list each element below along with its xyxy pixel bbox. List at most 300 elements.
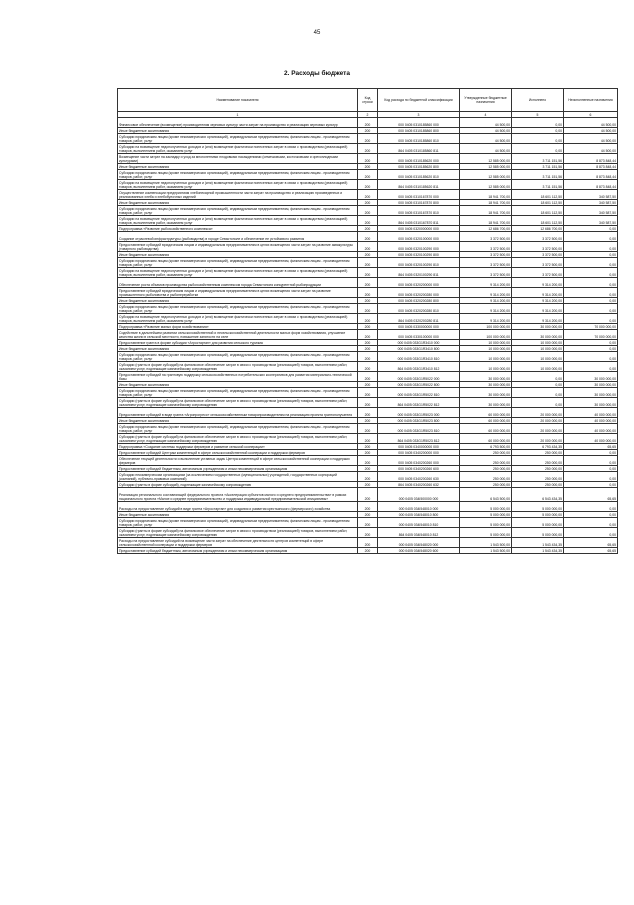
- row-unexecuted: 0,00: [564, 278, 618, 288]
- table-row: [118, 268, 618, 278]
- table-row: [118, 388, 618, 398]
- row-approved: 12 585 000,00: [460, 170, 512, 180]
- row-budget-code: 000 0405 0340200260 000: [378, 456, 460, 466]
- row-unexecuted: 30 000 000,00: [564, 372, 618, 382]
- row-unexecuted: 70 000 000,00: [564, 324, 618, 330]
- row-approved: 100 000 000,00: [460, 324, 512, 330]
- row-budget-code: 864 0405 0310185860 811: [378, 144, 460, 154]
- row-unexecuted: 0,00: [564, 466, 618, 472]
- row-line-code: 200: [358, 232, 378, 242]
- row-line-code: 200: [358, 144, 378, 154]
- row-approved: 3 372 500,00: [460, 252, 512, 258]
- table-row: [118, 226, 618, 232]
- row-budget-code: 000 0405 0310185860 000: [378, 118, 460, 128]
- row-budget-code: 000 0405 0320200280 810: [378, 304, 460, 314]
- row-budget-code: 000 0405 0330100000 000: [378, 330, 460, 340]
- row-unexecuted: 0,00: [564, 304, 618, 314]
- row-name: Субсидии на возмещение недополученных доходов и (или) возмещение фактически понесенных затрат в связи с производством (реализацией) товаров, выполнением работ, оказанием услуг: [118, 180, 358, 190]
- row-name: Субсидии (гранты в форме субсидий) на финансовое обеспечение затрат в связи с производством (реализацией) товаров, выполнением работ, оказанием услуг, подлежащие казначейскому сопровождению: [118, 528, 358, 538]
- row-unexecuted: 0,00: [564, 456, 618, 466]
- row-executed: 20 000 000,00: [512, 418, 564, 424]
- row-line-code: 200: [358, 216, 378, 226]
- row-executed: 3 372 500,00: [512, 242, 564, 252]
- budget-expenses-table: [117, 88, 618, 554]
- row-approved: 18 941 700,00: [460, 206, 512, 216]
- row-executed: 250 000,00: [512, 466, 564, 472]
- table-row: [118, 444, 618, 450]
- row-budget-code: 864 0405 0340200260 632: [378, 482, 460, 488]
- table-row: [118, 456, 618, 466]
- row-unexecuted: 0,00: [564, 268, 618, 278]
- table-row: [118, 288, 618, 298]
- table-row: [118, 144, 618, 154]
- row-unexecuted: 0,00: [564, 472, 618, 482]
- row-executed: 10 000 000,00: [512, 346, 564, 352]
- row-approved: 30 000 000,00: [460, 388, 512, 398]
- row-executed: 30 000 000,00: [512, 324, 564, 330]
- row-budget-code: 000 0405 0320100290 800: [378, 252, 460, 258]
- row-executed: 5 000 000,00: [512, 518, 564, 528]
- row-line-code: 200: [358, 118, 378, 128]
- row-unexecuted: 0,00: [564, 352, 618, 362]
- row-approved: 30 000 000,00: [460, 372, 512, 382]
- row-unexecuted: 0,00: [564, 518, 618, 528]
- row-name: Субсидии юридическим лицам (кроме некоммерческих организаций), индивидуальным предпринимателям, физическим лицам - производителям товаров, работ, услуг: [118, 352, 358, 362]
- row-executed: 10 000 000,00: [512, 352, 564, 362]
- row-line-code: 200: [358, 408, 378, 418]
- row-executed: 3 372 500,00: [512, 232, 564, 242]
- row-line-code: 200: [358, 190, 378, 200]
- row-line-code: 200: [358, 288, 378, 298]
- row-executed: 30 000 000,00: [512, 330, 564, 340]
- row-unexecuted: 0,00: [564, 482, 618, 488]
- row-line-code: 200: [358, 472, 378, 482]
- row-unexecuted: 30 000 000,00: [564, 382, 618, 388]
- row-executed: 0,00: [512, 382, 564, 388]
- row-executed: 0,00: [512, 134, 564, 144]
- row-executed: 18 601 112,50: [512, 200, 564, 206]
- row-approved: 60 000 000,00: [460, 434, 512, 444]
- row-name: Иные бюджетные ассигнования: [118, 418, 358, 424]
- row-budget-code: 000 0405 034I548010 000: [378, 502, 460, 512]
- row-budget-code: 000 0405 0340200260 600: [378, 466, 460, 472]
- row-unexecuted: 30 000 000,00: [564, 398, 618, 408]
- row-executed: 3 711 151,56: [512, 164, 564, 170]
- row-unexecuted: 340 587,50: [564, 190, 618, 200]
- row-budget-code: 864 0405 033G1R5022 812: [378, 398, 460, 408]
- table-row: [118, 154, 618, 164]
- table-row: [118, 206, 618, 216]
- row-executed: 0,00: [512, 398, 564, 408]
- row-executed: 18 601 112,50: [512, 206, 564, 216]
- table-row: [118, 398, 618, 408]
- row-executed: 9 314 200,00: [512, 314, 564, 324]
- row-line-code: 200: [358, 268, 378, 278]
- row-unexecuted: 44 500,00: [564, 144, 618, 154]
- row-executed: 9 314 200,00: [512, 304, 564, 314]
- row-name: Субсидии юридическим лицам (кроме некоммерческих организаций), индивидуальным предпринимателям, физическим лицам - производителям товаров, работ, услуг: [118, 304, 358, 314]
- row-executed: 0,00: [512, 388, 564, 398]
- row-budget-code: 000 0405 0320200280 000: [378, 288, 460, 298]
- row-name: Иные бюджетные ассигнования: [118, 164, 358, 170]
- row-budget-code: 000 0405 033G1R5022 000: [378, 372, 460, 382]
- row-line-code: 200: [358, 298, 378, 304]
- row-name: Субсидии юридическим лицам (кроме некоммерческих организаций), индивидуальным предпринимателям, физическим лицам - производителям товаров, работ, услуг: [118, 134, 358, 144]
- row-name: Субсидии юридическим лицам (кроме некоммерческих организаций), индивидуальным предпринимателям, физическим лицам - производителям товаров, работ, услуг: [118, 388, 358, 398]
- row-name: Иные бюджетные ассигнования: [118, 298, 358, 304]
- row-unexecuted: 65,65: [564, 488, 618, 502]
- row-line-code: 200: [358, 252, 378, 258]
- row-budget-code: 000 0405 034I548010 810: [378, 518, 460, 528]
- row-budget-code: 000 0405 033G1R5022 810: [378, 388, 460, 398]
- row-budget-code: 000 0405 033G1R3410 000: [378, 340, 460, 346]
- row-approved: 10 000 000,00: [460, 346, 512, 352]
- row-executed: 250 000,00: [512, 450, 564, 456]
- row-unexecuted: 40 000 000,00: [564, 434, 618, 444]
- row-executed: 20 000 000,00: [512, 424, 564, 434]
- row-name: Предоставление субсидий бюджетным, автономным учреждениям и иным некоммерческим организациям: [118, 548, 358, 554]
- row-name: Подпрограмма «Развитие малых форм хозяйствования»: [118, 324, 358, 330]
- table-row: [118, 324, 618, 330]
- row-budget-code: 864 0405 033G1R3410 812: [378, 362, 460, 372]
- row-line-code: 200: [358, 134, 378, 144]
- row-name: Субсидии юридическим лицам (кроме некоммерческих организаций), индивидуальным предпринимателям, физическим лицам - производителям товаров, работ, услуг: [118, 518, 358, 528]
- row-budget-code: 864 0405 0320100290 811: [378, 268, 460, 278]
- row-budget-code: 864 0405 0310185620 811: [378, 180, 460, 190]
- row-budget-code: 000 0405 0320200000 000: [378, 278, 460, 288]
- row-unexecuted: 0,00: [564, 450, 618, 456]
- row-approved: 250 000,00: [460, 466, 512, 472]
- row-executed: 20 000 000,00: [512, 434, 564, 444]
- row-line-code: 200: [358, 528, 378, 538]
- row-line-code: 200: [358, 424, 378, 434]
- row-approved: 44 500,00: [460, 144, 512, 154]
- row-executed: 3 711 151,56: [512, 180, 564, 190]
- table-row: [118, 340, 618, 346]
- row-budget-code: 864 0405 034I548010 812: [378, 528, 460, 538]
- row-budget-code: 000 0405 0320000000 000: [378, 226, 460, 232]
- row-approved: 250 000,00: [460, 450, 512, 456]
- row-unexecuted: 70 000 000,00: [564, 330, 618, 340]
- row-unexecuted: 30 000 000,00: [564, 388, 618, 398]
- table-row: [118, 118, 618, 128]
- row-name: Обеспечение текущей деятельности и выполнение уставных задач Центра компетенций в сфере сельскохозяйственной кооперации и поддержки фермеров: [118, 456, 358, 466]
- row-line-code: 200: [358, 340, 378, 346]
- row-approved: 44 500,00: [460, 128, 512, 134]
- row-name: Субсидии на возмещение недополученных доходов и (или) возмещение фактически понесенных затрат в связи с производством (реализацией) товаров, выполнением работ, оказанием услуг: [118, 216, 358, 226]
- row-approved: 1 543 500,00: [460, 538, 512, 548]
- row-name: Субсидии юридическим лицам (кроме некоммерческих организаций), индивидуальным предпринимателям, физическим лицам - производителям товаров, работ, услуг: [118, 170, 358, 180]
- row-budget-code: 000 0405 0320200280 800: [378, 298, 460, 304]
- row-name: Предоставление субсидий бюджетным, автономным учреждениям и иным некоммерческим организациям: [118, 466, 358, 472]
- row-approved: 44 500,00: [460, 134, 512, 144]
- row-approved: 12 585 000,00: [460, 180, 512, 190]
- row-unexecuted: 0,00: [564, 346, 618, 352]
- row-line-code: 200: [358, 352, 378, 362]
- row-line-code: 200: [358, 502, 378, 512]
- row-executed: 20 000 000,00: [512, 408, 564, 418]
- row-budget-code: 000 0405 033G1R5023 000: [378, 408, 460, 418]
- row-line-code: 200: [358, 548, 378, 554]
- row-unexecuted: 44 500,00: [564, 134, 618, 144]
- row-line-code: 200: [358, 362, 378, 372]
- column-number: 6: [564, 112, 618, 118]
- row-name: Субсидии юридическим лицам (кроме некоммерческих организаций), индивидуальным предпринимателям, физическим лицам - производителям товаров, работ, услуг: [118, 258, 358, 268]
- row-executed: 18 601 112,50: [512, 190, 564, 200]
- row-unexecuted: 340 587,50: [564, 216, 618, 226]
- row-approved: 44 500,00: [460, 118, 512, 128]
- table-row: [118, 180, 618, 190]
- row-line-code: 200: [358, 456, 378, 466]
- row-approved: 9 314 200,00: [460, 314, 512, 324]
- row-executed: 0,00: [512, 128, 564, 134]
- row-name: Осуществление компенсации предприятиям хлебопекарной промышленности части затрат на производство и реализацию произведенных и реализованных хлеба и хлебобулочных изделий: [118, 190, 358, 200]
- row-line-code: 200: [358, 206, 378, 216]
- row-approved: 12 585 000,00: [460, 154, 512, 164]
- row-executed: 250 000,00: [512, 482, 564, 488]
- row-name: Иные бюджетные ассигнования: [118, 252, 358, 258]
- row-name: Создание отраслевой инфраструктуры (рыбоводства) в городе Севастополе и обеспечение ее устойчивого развития: [118, 232, 358, 242]
- row-approved: 6 793 500,00: [460, 444, 512, 450]
- row-unexecuted: 65,65: [564, 538, 618, 548]
- row-name: Субсидии на возмещение недополученных доходов и (или) возмещение фактически понесенных затрат в связи с производством (реализацией) товаров, выполнением работ, оказанием услуг: [118, 268, 358, 278]
- row-executed: 3 711 151,56: [512, 170, 564, 180]
- row-name: Субсидии юридическим лицам (кроме некоммерческих организаций), индивидуальным предпринимателям, физическим лицам - производителям товаров, работ, услуг: [118, 206, 358, 216]
- row-unexecuted: 0,00: [564, 252, 618, 258]
- row-approved: 9 314 200,00: [460, 304, 512, 314]
- row-line-code: 200: [358, 200, 378, 206]
- row-line-code: 200: [358, 128, 378, 134]
- row-approved: 250 000,00: [460, 472, 512, 482]
- row-unexecuted: 0,00: [564, 528, 618, 538]
- row-approved: 9 314 200,00: [460, 298, 512, 304]
- row-budget-code: 000 0405 0320100290 810: [378, 258, 460, 268]
- row-approved: 100 000 000,00: [460, 330, 512, 340]
- row-approved: 60 000 000,00: [460, 408, 512, 418]
- table-row: [118, 502, 618, 512]
- row-approved: 12 686 700,00: [460, 226, 512, 232]
- row-name: Предоставление субсидий на грантовую поддержку сельскохозяйственных потребительских кооперативов для развития материально-технической базы: [118, 372, 358, 382]
- row-unexecuted: 0,00: [564, 258, 618, 268]
- table-row: [118, 472, 618, 482]
- row-name: Иные бюджетные ассигнования: [118, 382, 358, 388]
- row-unexecuted: 0,00: [564, 242, 618, 252]
- row-unexecuted: 40 000 000,00: [564, 408, 618, 418]
- row-approved: 10 000 000,00: [460, 362, 512, 372]
- row-line-code: 200: [358, 450, 378, 456]
- table-row: [118, 424, 618, 434]
- row-budget-code: 000 0405 033G1R3410 810: [378, 352, 460, 362]
- row-unexecuted: 40 000 000,00: [564, 424, 618, 434]
- row-name: Расходы на предоставление субсидий в виде гранта «Агростартап» для создания и развития крестьянского (фермерского) хозяйства: [118, 502, 358, 512]
- row-approved: 12 585 000,00: [460, 164, 512, 170]
- row-budget-code: 000 0405 0310185620 000: [378, 154, 460, 164]
- row-budget-code: 000 0405 033G1R5023 800: [378, 418, 460, 424]
- header-indicator-name: Наименование показателя: [118, 89, 358, 112]
- table-row: [118, 304, 618, 314]
- row-name: Возмещение части затрат на закладку и уход за многолетними плодовыми насаждениями (семечковыми, косточковыми и орехоплодными культурами): [118, 154, 358, 164]
- row-approved: 60 000 000,00: [460, 418, 512, 424]
- row-line-code: 200: [358, 170, 378, 180]
- row-line-code: 200: [358, 512, 378, 518]
- row-budget-code: 000 0405 0320100000 000: [378, 232, 460, 242]
- row-executed: 6 543 434,35: [512, 488, 564, 502]
- row-budget-code: 000 0405 0340000000 000: [378, 444, 460, 450]
- row-approved: 18 941 700,00: [460, 216, 512, 226]
- row-executed: 0,00: [512, 118, 564, 128]
- row-line-code: 200: [358, 324, 378, 330]
- row-name: Содействие в дальнейшем развитии сельскохозяйственной и несельскохозяйственной деятельности малых форм хозяйствования, улучшение качества жизни в сельской местности, повышение занятости на селе: [118, 330, 358, 340]
- row-budget-code: 864 0405 033G1R5023 812: [378, 434, 460, 444]
- row-unexecuted: 44 500,00: [564, 128, 618, 134]
- row-unexecuted: 0,00: [564, 314, 618, 324]
- row-line-code: 200: [358, 538, 378, 548]
- row-line-code: 200: [358, 372, 378, 382]
- row-approved: 18 941 700,00: [460, 190, 512, 200]
- row-approved: 250 000,00: [460, 482, 512, 488]
- row-unexecuted: 0,00: [564, 340, 618, 346]
- row-name: Субсидии (гранты в форме субсидий) на финансовое обеспечение затрат в связи с производством (реализацией) товаров, выполнением работ, оказанием услуг, подлежащие казначейскому сопровождению: [118, 362, 358, 372]
- row-line-code: 200: [358, 388, 378, 398]
- row-unexecuted: 0,00: [564, 298, 618, 304]
- row-executed: 10 000 000,00: [512, 340, 564, 346]
- row-budget-code: 864 0405 0310167870 811: [378, 216, 460, 226]
- row-executed: 12 686 700,00: [512, 226, 564, 232]
- row-approved: 10 000 000,00: [460, 340, 512, 346]
- row-unexecuted: 0,00: [564, 288, 618, 298]
- row-name: Субсидии юридическим лицам (кроме некоммерческих организаций), индивидуальным предпринимателям, физическим лицам - производителям товаров, работ, услуг: [118, 424, 358, 434]
- header-executed: Исполнено: [512, 89, 564, 112]
- row-approved: 3 372 500,00: [460, 242, 512, 252]
- row-unexecuted: 340 587,50: [564, 200, 618, 206]
- row-name: Предоставление гранта в форме субсидии «Агростартап» для развития сельского туризма: [118, 340, 358, 346]
- row-line-code: 200: [358, 164, 378, 170]
- row-approved: 60 000 000,00: [460, 424, 512, 434]
- row-executed: 5 000 000,00: [512, 528, 564, 538]
- column-number: 4: [460, 112, 512, 118]
- row-line-code: 200: [358, 154, 378, 164]
- table-row: [118, 232, 618, 242]
- column-number: 1: [118, 112, 358, 118]
- row-approved: 5 000 000,00: [460, 518, 512, 528]
- row-unexecuted: 8 873 848,44: [564, 154, 618, 164]
- row-line-code: 200: [358, 398, 378, 408]
- row-unexecuted: 65,65: [564, 444, 618, 450]
- row-budget-code: 000 0405 0310167870 800: [378, 200, 460, 206]
- row-unexecuted: 340 587,50: [564, 206, 618, 216]
- row-unexecuted: 0,00: [564, 512, 618, 518]
- row-budget-code: 000 0405 0340200000 000: [378, 450, 460, 456]
- row-budget-code: 000 0405 034I548020 000: [378, 538, 460, 548]
- row-executed: 250 000,00: [512, 456, 564, 466]
- row-line-code: 200: [358, 346, 378, 352]
- row-approved: 3 372 500,00: [460, 232, 512, 242]
- table-header-row: [118, 89, 618, 112]
- row-line-code: 200: [358, 330, 378, 340]
- row-line-code: 200: [358, 180, 378, 190]
- row-line-code: 200: [358, 242, 378, 252]
- table-row: [118, 352, 618, 362]
- table-row: [118, 528, 618, 538]
- row-unexecuted: 8 873 848,44: [564, 164, 618, 170]
- table-row: [118, 408, 618, 418]
- table-row: [118, 258, 618, 268]
- row-approved: 250 000,00: [460, 456, 512, 466]
- table-row: [118, 314, 618, 324]
- row-name: Расходы на предоставление субсидий на возмещение части затрат на обеспечение деятельности центров компетенций в сфере сельскохозяйственной кооперации и поддержки фермеров: [118, 538, 358, 548]
- row-unexecuted: 8 873 848,44: [564, 170, 618, 180]
- row-budget-code: 000 0405 033G1R3410 800: [378, 346, 460, 352]
- row-approved: 5 000 000,00: [460, 502, 512, 512]
- row-budget-code: 000 0405 034I548010 800: [378, 512, 460, 518]
- row-name: Субсидии некоммерческим организациям (за исключением государственных (муниципальных) учреждений, государственных корпораций (компаний), публично-правовых компаний): [118, 472, 358, 482]
- row-line-code: 200: [358, 258, 378, 268]
- row-budget-code: 000 0405 034I548020 600: [378, 548, 460, 554]
- row-name: Финансовое обеспечение (возмещение) производителям зерновых культур части затрат на производство и реализацию зерновых культур: [118, 118, 358, 128]
- row-name: Предоставление субсидий в виде гранта «Агропрогресс» сельскохозяйственным товаропроизводителям на реализацию проекта грантополучателя: [118, 408, 358, 418]
- header-line-code: Код строки: [358, 89, 378, 112]
- row-budget-code: 864 0405 0320200280 811: [378, 314, 460, 324]
- row-line-code: 200: [358, 466, 378, 472]
- header-unexecuted: Неисполненные назначения: [564, 89, 618, 112]
- row-name: Предоставление субсидий юридическим лицам и индивидуальным предпринимателям в целях возмещения части затрат на развитие аквакультуры (товарного рыбоводства): [118, 242, 358, 252]
- row-executed: 1 543 434,35: [512, 538, 564, 548]
- row-name: Субсидии (гранты в форме субсидий), подлежащие казначейскому сопровождению: [118, 482, 358, 488]
- row-executed: 3 711 151,56: [512, 154, 564, 164]
- row-line-code: 200: [358, 434, 378, 444]
- row-name: Иные бюджетные ассигнования: [118, 128, 358, 134]
- row-budget-code: 000 0405 0310185860 800: [378, 128, 460, 134]
- row-approved: 3 372 500,00: [460, 258, 512, 268]
- row-line-code: 200: [358, 226, 378, 232]
- row-executed: 250 000,00: [512, 472, 564, 482]
- row-unexecuted: 44 500,00: [564, 118, 618, 128]
- row-unexecuted: 0,00: [564, 226, 618, 232]
- row-line-code: 200: [358, 382, 378, 388]
- table-row: [118, 372, 618, 382]
- row-name: Обеспечение роста объемов производства рыбохозяйственным комплексом города Севастополя конкурентной рыбопродукции: [118, 278, 358, 288]
- header-budget-code: Код расхода по бюджетной классификации: [378, 89, 460, 112]
- row-executed: 3 372 500,00: [512, 268, 564, 278]
- row-approved: 30 000 000,00: [460, 398, 512, 408]
- row-executed: 10 000 000,00: [512, 362, 564, 372]
- row-name: Иные бюджетные ассигнования: [118, 346, 358, 352]
- row-executed: 3 372 500,00: [512, 258, 564, 268]
- table-row: [118, 330, 618, 340]
- row-executed: 18 601 112,50: [512, 216, 564, 226]
- row-unexecuted: 0,00: [564, 502, 618, 512]
- row-executed: 9 314 200,00: [512, 288, 564, 298]
- row-line-code: 200: [358, 444, 378, 450]
- row-budget-code: 000 0405 0340200260 630: [378, 472, 460, 482]
- row-approved: 5 000 000,00: [460, 512, 512, 518]
- table-row: [118, 278, 618, 288]
- row-executed: 5 000 000,00: [512, 502, 564, 512]
- row-approved: 10 000 000,00: [460, 352, 512, 362]
- row-budget-code: 000 0405 0310167870 000: [378, 190, 460, 200]
- section-title: 2. Расходы бюджета: [284, 70, 350, 77]
- table-row: [118, 134, 618, 144]
- row-unexecuted: 0,00: [564, 232, 618, 242]
- row-approved: 3 372 500,00: [460, 268, 512, 278]
- row-name: Подпрограмма «Развитие рыбохозяйственного комплекса»: [118, 226, 358, 232]
- row-name: Иные бюджетные ассигнования: [118, 200, 358, 206]
- row-approved: 1 543 500,00: [460, 548, 512, 554]
- table-row: [118, 242, 618, 252]
- row-unexecuted: 65,65: [564, 548, 618, 554]
- row-name: Субсидии на возмещение недополученных доходов и (или) возмещение фактически понесенных затрат в связи с производством (реализацией) товаров, выполнением работ, оказанием услуг: [118, 314, 358, 324]
- row-line-code: 200: [358, 304, 378, 314]
